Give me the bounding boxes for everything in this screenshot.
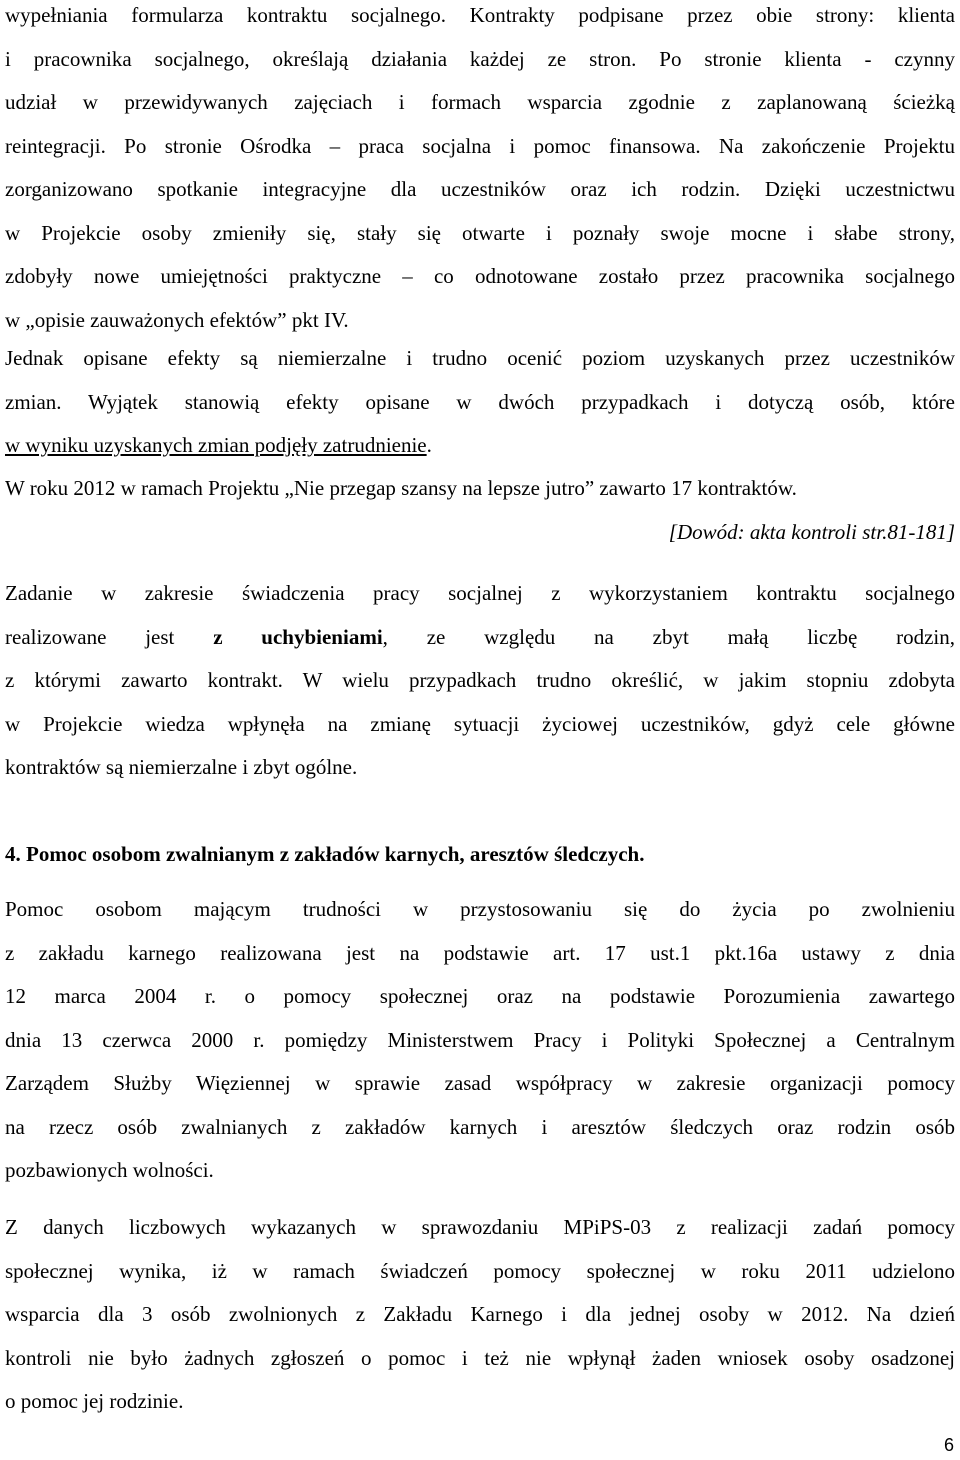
page-number: 6 bbox=[943, 1435, 954, 1455]
text-line: z zakładu karnego realizowana jest na podstawie art. 17 ust.1 pkt.16a ustawy z dnia bbox=[5, 940, 955, 965]
text-line: i pracownika socjalnego, określają działania każdej ze stron. Po stronie klienta - czynny bbox=[5, 46, 955, 71]
text-line: w Projekcie osoby zmieniły się, stały się otwarte i poznały swoje mocne i słabe strony, bbox=[5, 220, 955, 245]
text-line: zorganizowano spotkanie integracyjne dla uczestników oraz ich rodzin. Dzięki uczestnictwu bbox=[5, 177, 955, 201]
text-line: Z danych liczbowych wykazanych w sprawozdaniu MPiPS-03 z realizacji zadań pomocy bbox=[5, 1215, 955, 1239]
text-fragment: , ze względu na zbyt małą liczbę rodzin, bbox=[382, 624, 956, 649]
text-line: zmian. Wyjątek stanowią efekty opisane w dwóch przypadkach i dotyczą osób, które bbox=[5, 389, 955, 414]
text-line: W roku 2012 w ramach Projektu „Nie przegap szansy na lepsze jutro” zawarto 17 kontraktów. bbox=[5, 476, 797, 500]
paragraph-effects bbox=[5, 337, 955, 468]
text-line: w Projekcie wiedza wpłynęła na zmianę sytuacji życiowej uczestników, gdyż cele główne bbox=[5, 711, 955, 736]
text-line: 12 marca 2004 r. o pomocy społecznej oraz na podstawie Porozumienia zawartego bbox=[5, 984, 955, 1008]
paragraph-legal-basis bbox=[5, 888, 955, 1193]
text-line: dnia 13 czerwca 2000 r. pomiędzy Ministerstwem Pracy i Polityki Społecznej a Centralnym bbox=[5, 1027, 955, 1052]
text-line: kontraktów są niemierzalne i zbyt ogólne. bbox=[5, 755, 358, 779]
text-line: na rzecz osób zwalnianych z zakładów karnych i aresztów śledczych oraz rodzin osób bbox=[5, 1114, 955, 1139]
text-line: Pomoc osobom mającym trudności w przystosowaniu się do życia po zwolnieniu bbox=[5, 897, 955, 921]
text-line: zdobyły nowe umiejętności praktyczne – co odnotowane zostało przez pracownika socjalnego bbox=[5, 264, 955, 288]
text-line: z którymi zawarto kontrakt. W wielu przypadkach trudno określić, w jakim stopniu zdobyta bbox=[5, 668, 955, 692]
text-line: w „opisie zauważonych efektów” pkt IV. bbox=[5, 307, 349, 332]
text-line: Jednak opisane efekty są niemierzalne i trudno ocenić poziom uzyskanych przez uczestników bbox=[5, 346, 955, 370]
paragraph-contracts bbox=[5, 0, 955, 342]
text-line bbox=[5, 616, 955, 660]
section-heading: 4. Pomoc osobom zwalnianym z zakładów karnych, aresztów śledczych. bbox=[5, 842, 645, 866]
text-line: udział w przewidywanych zajęciach i formach wsparcia zgodnie z zaplanowaną ścieżką bbox=[5, 90, 955, 114]
text-line: społecznej wynika, iż w ramach świadczeń pomocy społecznej w roku 2011 udzielono bbox=[5, 1258, 955, 1283]
text-line: Zadanie w zakresie świadczenia pracy socjalnej z wykorzystaniem kontraktu socjalnego bbox=[5, 581, 955, 605]
evidence-reference: [Dowód: akta kontroli str.81-181] bbox=[668, 519, 955, 544]
paragraph-statistics bbox=[5, 1206, 955, 1424]
text-line: wsparcia dla 3 osób zwolnionych z Zakładu Karnego i dla jednej osoby w 2012. Na dzień bbox=[5, 1302, 955, 1326]
text-fragment: realizowane jest bbox=[5, 624, 175, 649]
text-line: kontroli nie było żadnych zgłoszeń o pomoc i też nie wpłynął żaden wniosek osoby osadzonej bbox=[5, 1345, 955, 1370]
text-line: pozbawionych wolności. bbox=[5, 1158, 214, 1182]
paragraph-assessment bbox=[5, 572, 955, 790]
text-line: wypełniania formularza kontraktu socjalnego. Kontrakty podpisane przez obie strony: klienta bbox=[5, 3, 955, 27]
bold-text: z uchybieniami bbox=[213, 624, 383, 649]
text-line bbox=[5, 424, 955, 468]
underlined-text: w wyniku uzyskanych zmian podjęły zatrudnienie bbox=[5, 433, 427, 457]
paragraph-contracts-2012 bbox=[5, 467, 955, 554]
text-line: o pomoc jej rodzinie. bbox=[5, 1389, 184, 1413]
text-line: Zarządem Służby Więziennej w sprawie zasad współpracy w zakresie organizacji pomocy bbox=[5, 1071, 955, 1095]
text-fragment: . bbox=[426, 433, 432, 457]
text-line: reintegracji. Po stronie Ośrodka – praca socjalna i pomoc finansowa. Na zakończenie Projektu bbox=[5, 133, 955, 158]
